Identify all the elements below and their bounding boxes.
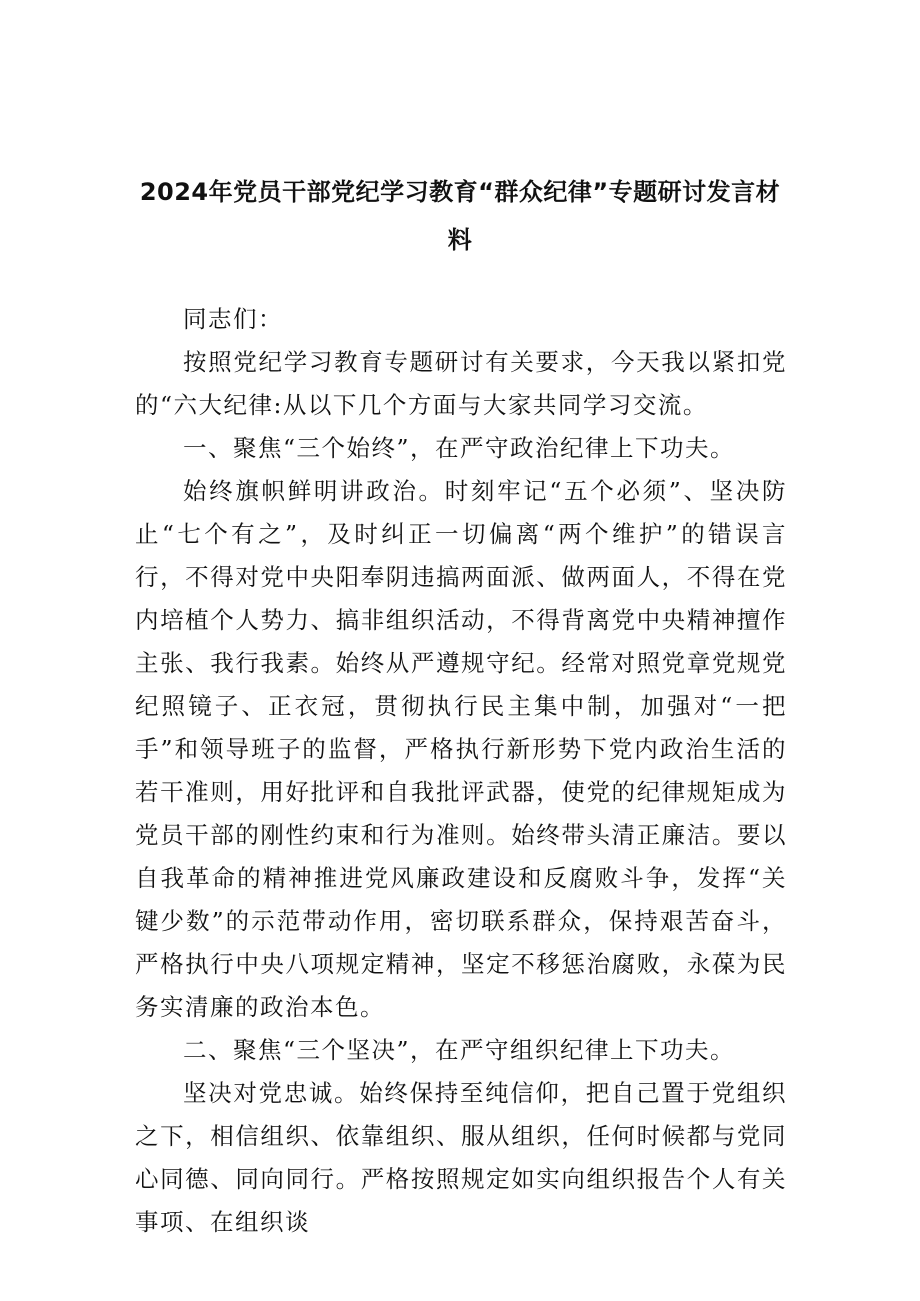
- document-title: 2024年党员干部党纪学习教育“群众纪律”专题研讨发言材料: [139, 178, 781, 254]
- salutation: 同志们：: [183, 305, 283, 333]
- intro-paragraph: 按照党纪学习教育专题研讨有关要求，今天我以紧扣党的“六大纪律:从以下几个方面与大家共同学习交流。: [135, 348, 787, 419]
- body-paragraph-1: 始终旗帜鲜明讲政治。时刻牢记“五个必须”、坚决防止“七个有之”，及时纠正一切偏离“两个维护”的错误言行，不得对党中央阳奉阴违搞两面派、做两面人，不得在党内培植个人势力、搞非组织活动，不得背离党中央精神擅作主张、我行我素。始终从严遵规守纪。经常对照党章党规党纪照镜子、正衣冠，贯彻执行民主集中制，加强对“一把手”和领导班子的监督，严格执行新形势下党内政治生活的若干准则，用好批评和自我批评武器，使党的纪律规矩成为党员干部的刚性约束和行为准则。始终带头清正廉洁。要以自我革命的精神推进党风廉政建设和反腐败斗争，发挥“关键少数”的示范带动作用，密切联系群众，保持艰苦奋斗，严格执行中央八项规定精神，坚定不移惩治腐败，永葆为民务实清廉的政治本色。: [135, 477, 787, 1021]
- document-body: [135, 298, 787, 1244]
- section-heading-1: 一、聚焦“三个始终”，在严守政治纪律上下功夫。: [183, 434, 736, 462]
- section-heading-2: 二、聚焦“三个坚决”，在严守组织纪律上下功夫。: [183, 1036, 736, 1064]
- body-paragraph-2: 坚决对党忠诚。始终保持至纯信仰，把自己置于党组织之下，相信组织、依靠组织、服从组织，任何时候都与党同心同德、同向同行。严格按照规定如实向组织报告个人有关事项、在组织谈: [135, 1079, 787, 1236]
